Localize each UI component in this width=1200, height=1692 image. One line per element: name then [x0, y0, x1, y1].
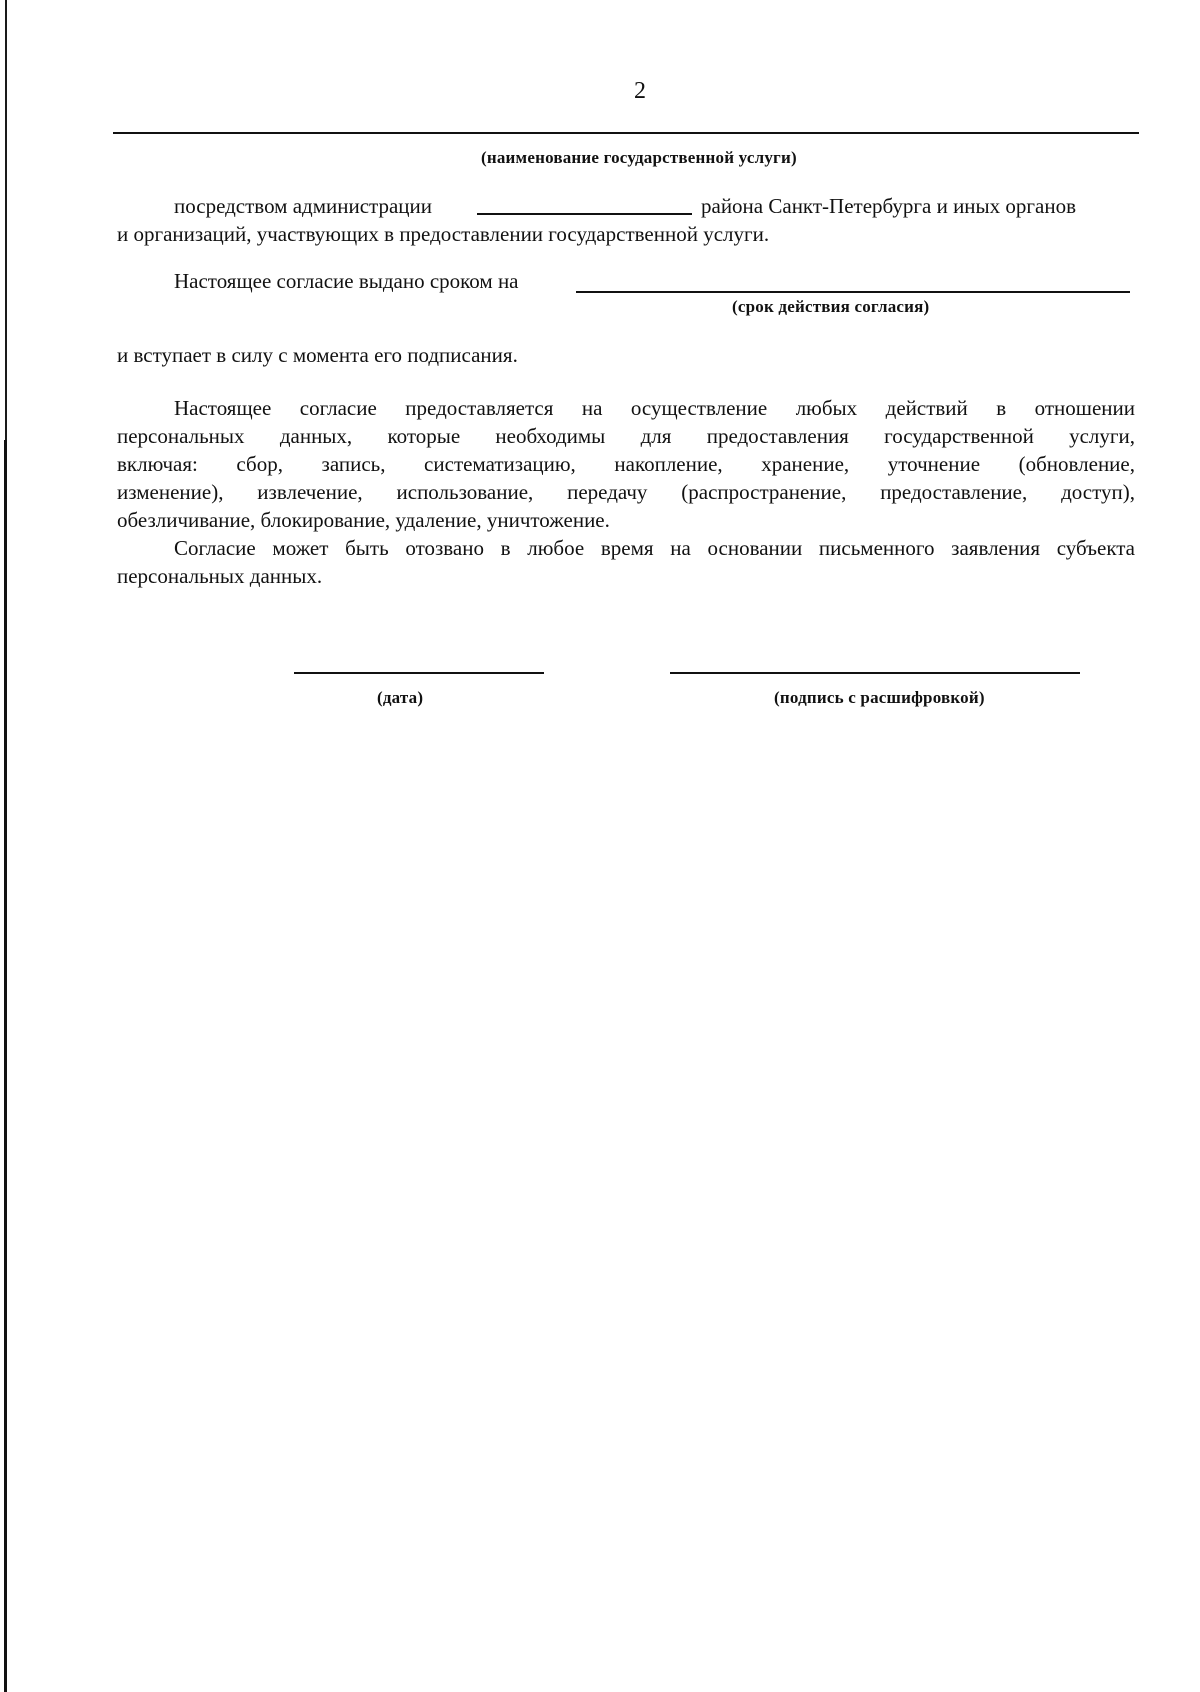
scope-paragraph-line: Настоящее согласие предоставляется на осуществление любых действий в отношении [174, 396, 1135, 420]
scope-paragraph-line: персональных данных, которые необходимы для предоставления государственной услуги, [117, 424, 1135, 448]
date-caption: (дата) [377, 688, 424, 707]
district-blank-field [477, 213, 692, 215]
date-signature-line [294, 672, 544, 674]
page-number: 2 [634, 78, 646, 104]
signature-line [670, 672, 1080, 674]
effective-line: и вступает в силу с момента его подписания. [117, 343, 518, 367]
signature-caption: (подпись с расшифровкой) [774, 688, 985, 707]
scan-edge-shadow [4, 440, 7, 1692]
term-line-prefix: Настоящее согласие выдано сроком на [174, 269, 519, 293]
term-blank-field [576, 291, 1130, 293]
scope-paragraph-line: обезличивание, блокирование, удаление, уничтожение. [117, 508, 610, 532]
term-caption: (срок действия согласия) [732, 297, 930, 316]
admin-line-continuation: и организаций, участвующих в предоставлении государственной услуги. [117, 222, 770, 246]
scope-paragraph-line: изменение), извлечение, использование, передачу (распространение, предоставление, доступ), [117, 480, 1135, 504]
service-name-caption: (наименование государственной услуги) [481, 148, 797, 167]
revocation-paragraph-line: персональных данных. [117, 564, 323, 588]
service-name-rule [113, 132, 1139, 134]
scope-paragraph-line: включая: сбор, запись, систематизацию, накопление, хранение, уточнение (обновление, [117, 452, 1135, 476]
admin-line-suffix: района Санкт-Петербурга и иных органов [701, 194, 1076, 218]
admin-line-prefix: посредством администрации [174, 194, 433, 218]
revocation-paragraph-line: Согласие может быть отозвано в любое время на основании письменного заявления субъекта [174, 536, 1135, 560]
